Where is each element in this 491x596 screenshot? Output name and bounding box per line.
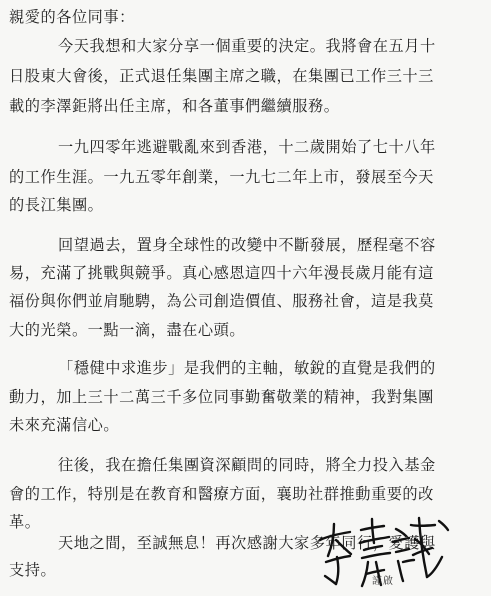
salutation: 親愛的各位同事： [9,8,135,26]
paragraph-1-line-3: 載的李澤鉅將出任主席，和各董事們繼續服務。 [9,97,340,115]
paragraph-1-line-1: 今天我想和大家分享一個重要的決定。我將會在五月十 [58,37,436,55]
paragraph-3-line-4: 大的光榮。一點一滴，盡在心頭。 [9,321,246,339]
paragraph-3-line-2: 易，充滿了挑戰與競爭。真心感恩這四十六年漫長歲月能有這 [9,264,434,282]
paragraph-6-line-2: 支持。 [9,561,57,579]
paragraph-5-line-2: 會的工作，特別是在教育和醫療方面，襄助社群推動重要的改 [9,485,434,503]
paragraph-2-line-3: 的長江集團。 [9,196,104,214]
paragraph-4-line-1: 「穩健中求進步」是我們的主軸，敏銳的直覺是我們的 [58,359,436,377]
paragraph-2-line-1: 一九四零年逃避戰亂來到香港，十二歲開始了七十八年 [58,138,436,156]
paragraph-1-line-2: 日股東大會後，正式退任集團主席之職，在集團已工作三十三 [9,67,434,85]
paragraph-3-line-3: 福份與你們並肩馳騁，為公司創造價值、服務社會，這是我莫 [9,292,434,310]
paragraph-2-line-2: 的工作生涯。一九五零年創業，一九七二年上市，發展至今天 [9,168,434,186]
closing-word: 謹啟 [372,576,394,587]
paragraph-3-line-1: 回望過去，置身全球性的改變中不斷發展，歷程毫不容 [58,236,436,254]
paragraph-4-line-2: 動力，加上三十二萬三千多位同事勤奮敬業的精神，我對集團 [9,388,434,406]
paragraph-5-line-3: 革。 [9,513,41,531]
paragraph-4-line-3: 未來充滿信心。 [9,416,120,434]
paragraph-5-line-1: 往後，我在擔任集團資深顧問的同時，將全力投入基金 [58,456,436,474]
paragraph-6-line-1: 天地之間，至誠無息！再次感謝大家多年同行，愛護與 [58,534,436,552]
